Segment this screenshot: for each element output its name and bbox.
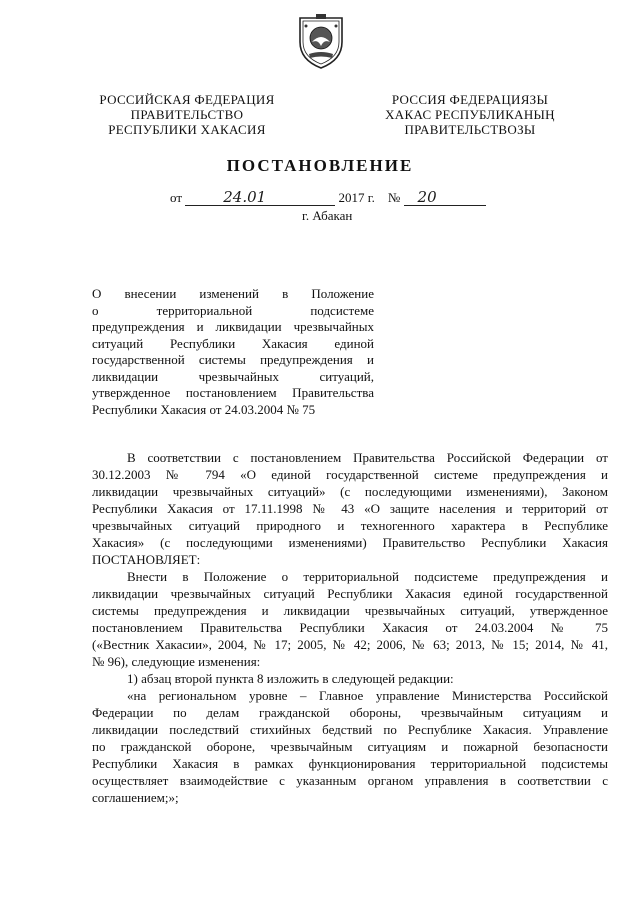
subject-line: утвержденное постановлением Правительства xyxy=(92,385,374,400)
paragraph-quote xyxy=(92,687,608,806)
subject-line: ликвидации чрезвычайных ситуаций, xyxy=(92,368,374,384)
subject-block xyxy=(92,286,374,418)
body-line: ликвидации последствий стихийных бедствий по Республике Хакасия. Управление xyxy=(92,722,608,737)
header-right-line: ХАКАС РЕСПУБЛИКАНЫҢ xyxy=(385,107,555,122)
body-line: «на региональном уровне – Главное управление Министерства Российской xyxy=(127,688,608,703)
year-label: 2017 г. xyxy=(338,190,375,205)
header-left xyxy=(92,92,282,137)
paragraph-preamble xyxy=(92,449,608,568)
header-left-line: РЕСПУБЛИКИ ХАКАСИЯ xyxy=(108,122,266,137)
body-line: Внести в Положение о территориальной подсистеме предупреждения и xyxy=(127,569,608,584)
paragraph-item-1 xyxy=(92,670,608,687)
subject-line: ситуаций Республики Хакасия единой xyxy=(92,335,374,351)
body-line: Республики Хакасия от 17.11.1998 № 43 «О защите населения и территорий от xyxy=(92,501,608,516)
body-line: постановлением Правительства Республики Хакасия от 24.03.2004 № 75 xyxy=(92,620,608,635)
body-line: по гражданской обороне, чрезвычайным ситуациям и пожарной безопасности xyxy=(92,739,608,754)
number-prefix: № xyxy=(387,190,401,205)
city-label: г. Абакан xyxy=(302,208,353,223)
body-line: 30.12.2003 № 794 «О единой государственной системе предупреждения и xyxy=(92,467,608,482)
subject-line: предупреждения и ликвидации чрезвычайных xyxy=(92,319,374,334)
body-line: Республики Хакасия в рамках функционирования территориальной подсистемы xyxy=(92,756,608,771)
date-number-line xyxy=(170,190,486,206)
body-line: системы предупреждения и ликвидации чрезвычайных ситуаций, утвержденное xyxy=(92,603,608,618)
subject-line: государственной системы предупреждения и xyxy=(92,352,374,367)
body-line: чрезвычайных ситуаций природного и техногенного характера в Республике xyxy=(92,518,608,533)
subject-line: Республики Хакасия от 24.03.2004 № 75 xyxy=(92,401,316,417)
body-line: № 96), следующие изменения: xyxy=(92,654,261,669)
body-line: осуществляет взаимодействие с указанным органом управления в соответствии с xyxy=(92,773,608,788)
subject-line: о территориальной подсистеме xyxy=(92,302,374,318)
header-left-line: ПРАВИТЕЛЬСТВО xyxy=(130,107,244,122)
date-handwritten: 24.01 xyxy=(223,188,267,206)
date-field xyxy=(185,188,335,206)
header-right-line: РОССИЯ ФЕДЕРАЦИЯЗЫ xyxy=(391,92,549,107)
number-handwritten: 20 xyxy=(417,188,437,206)
body-line: Федерации по делам гражданской обороны, чрезвычайным ситуациям и xyxy=(92,705,608,720)
coat-of-arms-icon xyxy=(294,12,348,70)
header-right-line: ПРАВИТЕЛЬСТВОЗЫ xyxy=(404,122,536,137)
header-left-line: РОССИЙСКАЯ ФЕДЕРАЦИЯ xyxy=(99,92,275,107)
header-right xyxy=(375,92,565,137)
body-line: ликвидации чрезвычайных ситуаций» (с последующими изменениями), Законом xyxy=(92,484,608,499)
paragraph-amendment-intro xyxy=(92,568,608,670)
body-line: В соответствии с постановлением Правительства Российской Федерации от xyxy=(127,450,608,465)
document-body xyxy=(92,449,608,806)
document-title: ПОСТАНОВЛЕНИЕ xyxy=(226,156,414,175)
body-line: ПОСТАНОВЛЯЕТ: xyxy=(92,552,201,567)
body-line: 1) абзац второй пункта 8 изложить в следующей редакции: xyxy=(127,671,454,686)
body-line: ликвидации чрезвычайных ситуаций Республики Хакасия единой государственной xyxy=(92,586,608,601)
date-prefix: от xyxy=(170,190,183,205)
body-line: соглашением;»; xyxy=(92,790,179,805)
subject-line: О внесении изменений в Положение xyxy=(92,286,374,301)
body-line: («Вестник Хакасии», 2004, № 17; 2005, № 42; 2006, № 63; 2013, № 15; 2014, № 41, xyxy=(92,637,608,652)
body-line: Хакасия» (с последующими изменениями) Правительство Республики Хакасия xyxy=(92,535,608,550)
number-field xyxy=(404,188,486,206)
